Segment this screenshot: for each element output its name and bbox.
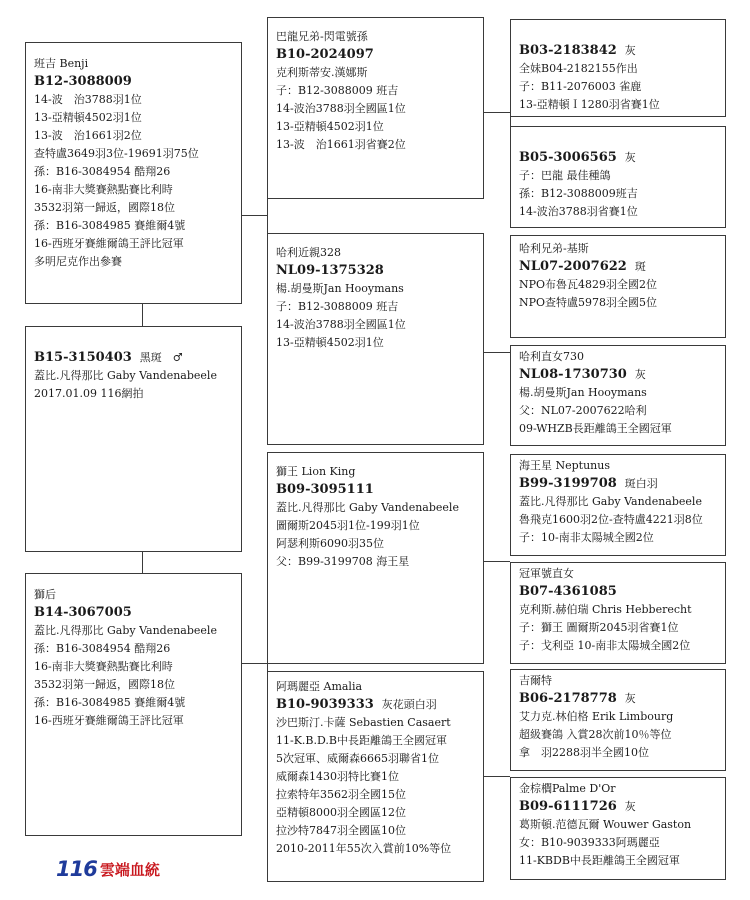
ssd-ring-number: B05-3006565 灰	[519, 150, 636, 165]
ddd-color: 灰	[624, 800, 636, 813]
sss-detail: 13-亞精頓Ｉ1280羽省賽1位	[519, 98, 660, 111]
subject-ring-number: B15-3150403 黑斑 ♂	[34, 350, 183, 365]
connector-line	[241, 663, 267, 664]
ddd-detail: 11-KBDB中長距離鴿王全國冠軍	[519, 854, 680, 867]
dam-dam-name: 阿瑪麗亞 Amalia	[276, 680, 363, 693]
sire-detail: 查特盧3649羽3位-19691羽75位	[34, 147, 199, 160]
dam-sire-detail: 阿瑟利斯6090羽35位	[276, 537, 384, 550]
dam-detail: 孫：B16-3084954 酷翔26	[34, 642, 171, 655]
sdd-color: 灰	[634, 368, 646, 381]
sss-detail: 子：B11-2076003 雀鹿	[519, 80, 642, 93]
dam-dam-ring-number: B10-9039333 灰花頭白羽	[276, 697, 437, 712]
dds-name: 吉爾特	[519, 674, 552, 687]
sire-detail: 14-波 治3788羽1位	[34, 93, 142, 106]
dam-detail: 3532羽第一歸返，國際18位	[34, 678, 175, 691]
connector-line	[483, 561, 510, 562]
sdd-name: 哈利直女730	[519, 350, 584, 363]
sds-ring-number: NL07-2007622 斑	[519, 259, 646, 274]
dam-dam-detail: 11-K.B.D.B中長距離鴿王全國冠軍	[276, 734, 448, 747]
sire-sire-detail: 13-波 治1661羽省賽2位	[276, 138, 406, 151]
dsd-ring-number: B07-4361085	[519, 584, 617, 599]
sds-detail: NPO查特盧5978羽全國5位	[519, 296, 658, 309]
sds-detail: NPO布魯瓦4829羽全國2位	[519, 278, 658, 291]
sire-dam-detail: 14-波治3788羽全國區1位	[276, 318, 406, 331]
ssd-detail: 孫：B12-3088009班吉	[519, 187, 638, 200]
sire-dam-detail: 子：B12-3088009 班吉	[276, 300, 399, 313]
dss-detail: 子：10-南非太陽城全國2位	[519, 531, 654, 544]
dam-sire-dam-card	[510, 562, 726, 664]
sire-sire-detail: 子：B12-3088009 班吉	[276, 84, 399, 97]
dds-detail: 超級賽鴿 入賞28次前10％等位	[519, 728, 672, 741]
dam-detail: 蓋比.凡得那比 Gaby Vandenabeele	[34, 624, 217, 637]
dss-detail: 魯飛克1600羽2位-查特盧4221羽8位	[519, 513, 703, 526]
dam-dam-detail: 拉索特年3562羽全國15位	[276, 788, 406, 801]
dss-ring-number: B99-3199708 斑白羽	[519, 476, 658, 491]
sire-sire-card	[267, 17, 484, 199]
dam-dam-detail: 沙巴斯汀.卡薩 Sebastien Casaert	[276, 716, 451, 729]
sds-color: 斑	[634, 260, 646, 273]
dam-sire-card	[267, 452, 484, 664]
dam-sire-name: 獅王 Lion King	[276, 465, 356, 478]
dam-sire-ring-number: B09-3095111	[276, 482, 374, 497]
sire-sire-sire-card	[510, 19, 726, 117]
dds-detail: 拿 羽2288羽半全國10位	[519, 746, 649, 759]
connector-line	[483, 776, 510, 777]
logo-text: 雲端血統	[99, 860, 160, 879]
dss-name: 海王星 Neptunus	[519, 459, 610, 472]
sdd-detail: 09-WHZB長距離鴿王全國冠軍	[519, 422, 672, 435]
dam-card	[25, 573, 242, 836]
dam-dam-detail: 2010-2011年55次入賞前10%等位	[276, 842, 452, 855]
sire-dam-detail: 13-亞精頓4502羽1位	[276, 336, 384, 349]
dss-detail: 蓋比.凡得那比 Gaby Vandenabeele	[519, 495, 702, 508]
dam-detail: 16-南非大獎賽熱點賽比利時	[34, 660, 173, 673]
ddd-detail: 女：B10-9039333阿瑪麗亞	[519, 836, 660, 849]
sss-detail: 全妹B04-2182155作出	[519, 62, 638, 75]
dds-ring-number: B06-2178778 灰	[519, 691, 636, 706]
sire-detail: 13-亞精頓4502羽1位	[34, 111, 142, 124]
ddd-ring-number: B09-6111726 灰	[519, 799, 636, 814]
connector-line	[483, 352, 510, 353]
dds-detail: 艾力克.林伯格 Erik Limbourg	[519, 710, 674, 723]
ssd-detail: 子：巴龍 最佳種鴿	[519, 169, 611, 182]
dam-sire-sire-card	[510, 454, 726, 556]
dsd-detail: 克利斯.赫伯瑞 Chris Hebberecht	[519, 603, 692, 616]
dam-dam-sire-card	[510, 669, 726, 771]
dds-color: 灰	[624, 692, 636, 705]
dsd-name: 冠軍號直女	[519, 567, 574, 580]
sdd-detail: 楊.胡曼斯Jan Hooymans	[519, 386, 647, 399]
sire-ring-number: B12-3088009	[34, 74, 132, 89]
sire-sire-name: 巴龍兄弟-閃電號孫	[276, 30, 368, 43]
dam-dam-detail: 5次冠軍、威爾森6665羽聯省1位	[276, 752, 439, 765]
dam-detail: 16-西班牙賽維爾鴿王評比冠軍	[34, 714, 184, 727]
dam-dam-dam-card	[510, 777, 726, 880]
sire-detail: 16-西班牙賽維爾鴿王評比冠軍	[34, 237, 184, 250]
sire-detail: 多明尼克作出參賽	[34, 255, 122, 268]
sdd-ring-number: NL08-1730730 灰	[519, 367, 646, 382]
sire-sire-ring-number: B10-2024097	[276, 47, 374, 62]
dam-name: 獅后	[34, 588, 56, 601]
sdd-detail: 父：NL07-2007622哈利	[519, 404, 647, 417]
sire-detail: 3532羽第一歸返，國際18位	[34, 201, 175, 214]
sire-detail: 孫：B16-3084954 酷翔26	[34, 165, 171, 178]
sire-detail: 16-南非大獎賽熱點賽比利時	[34, 183, 173, 196]
sire-sire-detail: 克利斯蒂安.漢娜斯	[276, 66, 368, 79]
dam-detail: 孫：B16-3084985 賽維爾4號	[34, 696, 186, 709]
dam-sire-detail: 圖爾斯2045羽1位-199羽1位	[276, 519, 420, 532]
ddd-name: 金棕櫚Palme D'Or	[519, 782, 616, 795]
ssd-detail: 14-波治3788羽省賽1位	[519, 205, 638, 218]
dam-dam-detail: 威爾森1430羽特比賽1位	[276, 770, 399, 783]
sss-color: 灰	[624, 44, 636, 57]
connector-line	[241, 215, 267, 216]
sire-dam-ring-number: NL09-1375328	[276, 263, 384, 278]
logo-number: 116	[56, 857, 97, 881]
ssd-color: 灰	[624, 151, 636, 164]
dam-sire-detail: 蓋比.凡得那比 Gaby Vandenabeele	[276, 501, 459, 514]
subject-detail: 2017.01.09 116網拍	[34, 387, 144, 400]
connector-line	[267, 198, 268, 234]
sire-dam-sire-card	[510, 235, 726, 338]
sire-dam-dam-card	[510, 345, 726, 446]
subject-card	[25, 326, 242, 552]
sire-sire-detail: 14-波治3788羽全國區1位	[276, 102, 406, 115]
sire-dam-detail: 楊.胡曼斯Jan Hooymans	[276, 282, 404, 295]
connector-line	[142, 551, 143, 574]
subject-detail: 蓋比.凡得那比 Gaby Vandenabeele	[34, 369, 217, 382]
sire-sire-dam-card	[510, 126, 726, 228]
dam-dam-detail: 亞精頓8000羽全國區12位	[276, 806, 406, 819]
brand-logo	[56, 856, 160, 882]
dsd-detail: 子：戈利亞 10-南非太陽城全國2位	[519, 639, 691, 652]
sire-sire-detail: 13-亞精頓4502羽1位	[276, 120, 384, 133]
sire-dam-name: 哈利近親328	[276, 246, 341, 259]
dam-dam-card	[267, 671, 484, 882]
sire-detail: 13-波 治1661羽2位	[34, 129, 142, 142]
sss-ring-number: B03-2183842 灰	[519, 43, 636, 58]
dam-dam-detail: 拉沙特7847羽全國區10位	[276, 824, 406, 837]
sds-name: 哈利兄弟-基斯	[519, 242, 589, 255]
connector-line	[142, 303, 143, 327]
sire-name: 班吉 Benji	[34, 57, 89, 70]
dsd-detail: 子：獅王 圖爾斯2045羽省賽1位	[519, 621, 679, 634]
connector-line	[483, 112, 510, 113]
dam-sire-detail: 父：B99-3199708 海王星	[276, 555, 410, 568]
dam-dam-color: 灰花頭白羽	[381, 698, 437, 711]
dam-ring-number: B14-3067005	[34, 605, 132, 620]
sire-dam-card	[267, 233, 484, 445]
sire-detail: 孫：B16-3084985 賽維爾4號	[34, 219, 186, 232]
ddd-detail: 葛斯頓.范德瓦爾 Wouwer Gaston	[519, 818, 692, 831]
sire-card	[25, 42, 242, 304]
dss-color: 斑白羽	[624, 477, 658, 490]
subject-color-sex: 黑斑 ♂	[139, 351, 183, 364]
